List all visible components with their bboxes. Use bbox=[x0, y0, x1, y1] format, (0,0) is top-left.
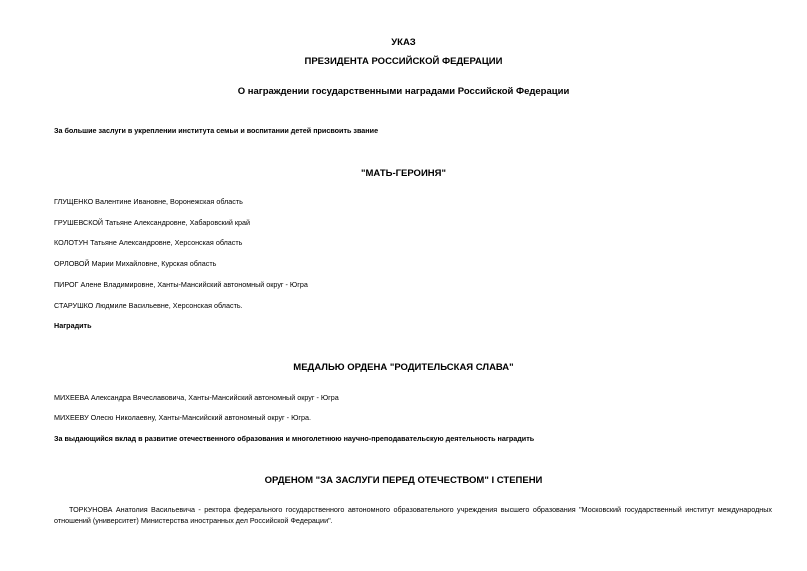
section3-award-title: ОРДЕНОМ "ЗА ЗАСЛУГИ ПЕРЕД ОТЕЧЕСТВОМ" I СТЕПЕНИ bbox=[264, 475, 543, 486]
recipient-item: ПИРОГ Алене Владимировне, Ханты-Мансийский автономный округ - Югра bbox=[54, 280, 308, 289]
document-subtitle: ПРЕЗИДЕНТА РОССИЙСКОЙ ФЕДЕРАЦИИ bbox=[304, 56, 503, 67]
section1-intro: За большие заслуги в укреплении института семьи и воспитании детей присвоить звание bbox=[54, 126, 379, 135]
recipient-item: МИХЕЕВА Александра Вячеславовича, Ханты-Мансийский автономный округ - Югра bbox=[54, 393, 339, 402]
section3-recipient-paragraph: ТОРКУНОВА Анатолия Васильевича - ректора федерального государственного автономного образовательного учреждения высшего образования "Московский государственный институт международных отношений (университет) Министерства иностранных дел Российской Федерации". bbox=[54, 505, 772, 525]
recipient-item: ОРЛОВОЙ Марии Михайловне, Курская область bbox=[54, 259, 217, 268]
document-title: УКАЗ bbox=[391, 37, 416, 48]
section1-award-title: "МАТЬ-ГЕРОИНЯ" bbox=[361, 168, 446, 179]
section2-award-title: МЕДАЛЬЮ ОРДЕНА "РОДИТЕЛЬСКАЯ СЛАВА" bbox=[293, 362, 514, 373]
recipient-item: КОЛОТУН Татьяне Александровне, Херсонская область bbox=[54, 238, 243, 247]
recipient-item: СТАРУШКО Людмиле Васильевне, Херсонская область. bbox=[54, 301, 243, 310]
section1-closing: Наградить bbox=[54, 321, 92, 330]
recipient-item: МИХЕЕВУ Олесю Николаевну, Ханты-Мансийский автономный округ - Югра. bbox=[54, 413, 311, 422]
document-topic: О награждении государственными наградами Российской Федерации bbox=[237, 86, 570, 97]
recipient-item: ГРУШЕВСКОЙ Татьяне Александровне, Хабаровский край bbox=[54, 218, 251, 227]
recipient-item: ГЛУЩЕНКО Валентине Ивановне, Воронежская область bbox=[54, 197, 243, 206]
section2-closing: За выдающийся вклад в развитие отечественного образования и многолетнюю научно-преподавательскую деятельность наградить bbox=[54, 434, 535, 443]
